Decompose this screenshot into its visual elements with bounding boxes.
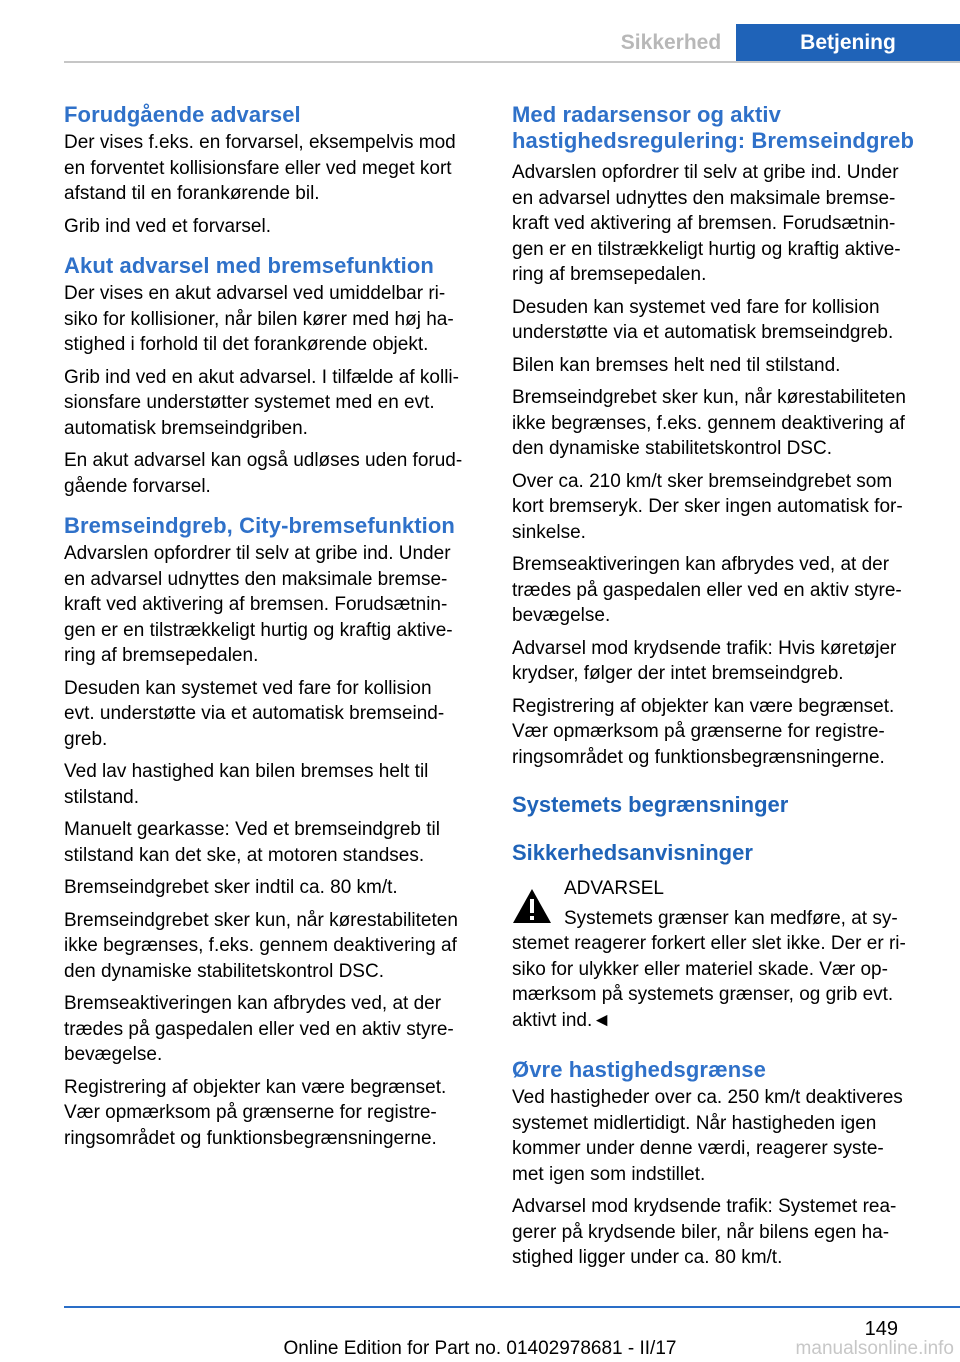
warning-text: Systemets grænser kan medføre, at sy- stemet reagerer forkert eller slet ikke. Der er ri- siko for ulykker eller materiel skade. Vær op- mærksom på systemets grænser, og grib evt. aktivt ind.◄: [512, 907, 906, 1031]
warning-block: [512, 876, 944, 1033]
paragraph: Desuden kan systemet ved fare for kollision evt. understøtte via et automatisk bremseind- greb.: [64, 677, 445, 750]
right-column: [512, 102, 944, 1278]
paragraph: Bilen kan bremses helt ned til stilstand.: [512, 354, 841, 376]
paragraph: Desuden kan systemet ved fare for kollision understøtte via et automatisk bremseindgreb.: [512, 296, 894, 343]
paragraph: Bremseindgrebet sker kun, når kørestabiliteten ikke begrænses, f.eks. gennem deaktivering af den dynamiske stabilitetskontrol DSC.: [64, 909, 458, 982]
paragraph: Advarslen opfordrer til selv at gribe ind. Under en advarsel udnyttes den maksimale bremse- kraft ved aktivering af bremsen. Forudsætnin- gen er en tilstrækkeligt hurtig og kraftig aktive- ring af bremsepedalen.: [64, 543, 453, 666]
paragraph: En akut advarsel kan også udløses uden forud- gående forvarsel.: [64, 450, 463, 497]
paragraph: Bremseaktiveringen kan afbrydes ved, at der trædes på gaspedalen eller ved en aktiv styre- bevægelse.: [512, 554, 902, 626]
heading-forudgaaende-advarsel: Forudgående advarsel: [64, 102, 301, 127]
paragraph: Bremseindgrebet sker indtil ca. 80 km/t.: [64, 877, 398, 898]
paragraph: Manuelt gearkasse: Ved et bremseindgreb til stilstand kan det ske, at motoren standses.: [64, 819, 440, 866]
paragraph: Ved lav hastighed kan bilen bremses helt til stilstand.: [64, 761, 429, 808]
heading-systemets-begraensninger: Systemets begrænsninger: [512, 792, 789, 817]
tab-betjening[interactable]: Betjening: [736, 24, 960, 62]
paragraph: Bremseindgrebet sker kun, når kørestabiliteten ikke begrænses, f.eks. gennem deaktivering af den dynamiske stabilitetskontrol DSC.: [512, 387, 906, 459]
edition-text: Online Edition for Part no. 01402978681 - II/17: [283, 1338, 677, 1359]
warning-title: ADVARSEL: [564, 878, 664, 899]
tab-sikkerhed[interactable]: Sikkerhed: [620, 31, 722, 54]
heading-radarsensor: Med radarsensor og aktiv hastighedsregulering: Bremseindgreb: [512, 102, 915, 153]
paragraph: Grib ind ved et forvarsel.: [64, 215, 271, 237]
heading-akut-advarsel: Akut advarsel med bremsefunktion: [64, 253, 434, 278]
left-column: [64, 102, 496, 1158]
paragraph: Grib ind ved en akut advarsel. I tilfælde af kolli- sionsfare understøtter systemet med en evt. automatisk bremseindgriben.: [64, 366, 459, 439]
paragraph: Der vises f.eks. en forvarsel, eksempelvis mod en forventet kollisionsfare eller ved meget kort afstand til en forankørende bil.: [64, 132, 456, 204]
paragraph: Over ca. 210 km/t sker bremseindgrebet som kort bremseryk. Der sker ingen automatisk for- sinkelse.: [512, 470, 903, 543]
footer-divider: [64, 1306, 960, 1308]
paragraph: Registrering af objekter kan være begrænset. Vær opmærksom på grænserne for registre- ringsområdet og funktionsbegrænsningerne.: [512, 695, 895, 768]
paragraph: Bremseaktiveringen kan afbrydes ved, at der trædes på gaspedalen eller ved en aktiv styre- bevægelse.: [64, 993, 454, 1065]
paragraph: Der vises en akut advarsel ved umiddelbar ri- siko for kollisioner, når bilen kører med høj ha- stighed i forhold til det forankørende objekt.: [64, 283, 454, 355]
heading-oevre-hastighedsgraense: Øvre hastighedsgrænse: [512, 1057, 766, 1082]
paragraph: Advarsel mod krydsende trafik: Systemet rea- gerer på krydsende biler, når bilens egen ha- stighed ligger under ca. 80 km/t.: [512, 1196, 897, 1268]
watermark: manualsonline.info: [795, 1338, 954, 1359]
paragraph: Advarslen opfordrer til selv at gribe ind. Under en advarsel udnyttes den maksimale bremse- kraft ved aktivering af bremsen. Forudsætnin- gen er en tilstrækkeligt hurtig og kraftig aktive- ring af bremsepedalen.: [512, 162, 901, 285]
heading-city-bremsefunktion: Bremseindgreb, City-bremsefunktion: [64, 513, 455, 538]
page-number: 149: [864, 1318, 898, 1340]
warning-triangle-icon: [512, 888, 552, 924]
paragraph: Registrering af objekter kan være begrænset. Vær opmærksom på grænserne for registre- ringsområdet og funktionsbegrænsningerne.: [64, 1076, 447, 1149]
paragraph: Advarsel mod krydsende trafik: Hvis køretøjer krydser, følger der intet bremseindgreb.: [512, 637, 897, 684]
heading-sikkerhedsanvisninger: Sikkerhedsanvisninger: [512, 840, 753, 865]
header-divider: [64, 61, 960, 63]
paragraph: Ved hastigheder over ca. 250 km/t deaktiveres systemet midlertidigt. Når hastigheden igen kommer under denne værdi, reagerer syste- met igen som indstillet.: [512, 1087, 903, 1185]
